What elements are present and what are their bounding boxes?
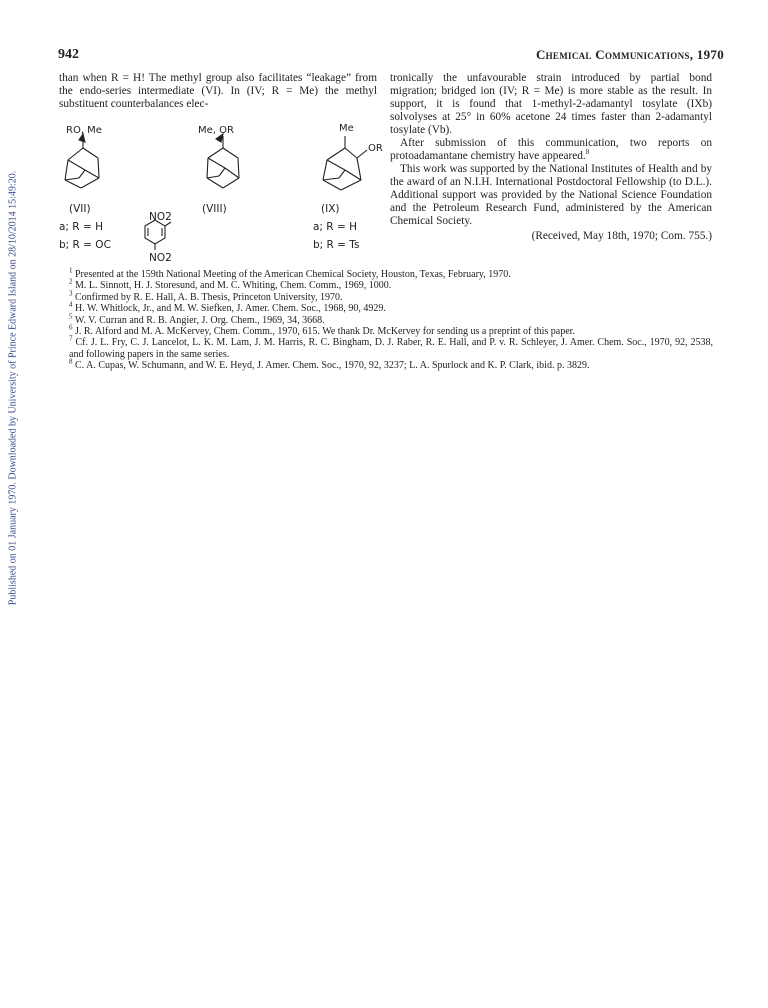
structure-vii-substituents: RO, Me (66, 125, 102, 136)
footnote-number: 3 (69, 289, 73, 298)
structure-viii-label: (VIII) (202, 203, 227, 215)
right-column (390, 72, 712, 243)
download-watermark-text: Published on 01 January 1970. Downloaded by University of Prince Edward Island on 28/10/2014 15:49:20. (7, 170, 19, 606)
structure-vii-label: (VII) (69, 203, 91, 215)
structure-ix-label: (IX) (321, 203, 340, 215)
page-number: 942 (58, 47, 79, 62)
structure-viii-cage (207, 134, 239, 188)
footnote-number: 8 (69, 357, 73, 366)
footnote-number: 5 (69, 312, 73, 321)
structure-vii-variant-a: a; R = H (59, 221, 103, 233)
left-column (59, 72, 377, 111)
footnote-text: H. W. Whitlock, Jr., and M. W. Siefken, J. Amer. Chem. Soc., 1968, 90, 4929. (75, 303, 386, 315)
footnote-text: J. R. Alford and M. A. McKervey, Chem. Comm., 1970, 615. We thank Dr. McKervey for sending us a preprint of this paper. (75, 326, 575, 338)
footnotes (59, 266, 714, 372)
footnote (59, 280, 713, 291)
structure-ix-cage (323, 136, 367, 190)
footnote-text: M. L. Sinnott, H. J. Storesund, and M. C. Whiting, Chem. Comm., 1969, 1000. (75, 280, 392, 292)
footnote (59, 357, 713, 372)
footnote-number: 4 (69, 300, 73, 309)
structure-ix-variant-b: b; R = Ts (313, 239, 360, 251)
footnote-text: Confirmed by R. E. Hall, A. B. Thesis, Princeton University, 1970. (75, 291, 343, 303)
received-date: (Received, May 18th, 1970; Com. 755.) (531, 230, 712, 242)
right-column-paragraph-3: This work was supported by the National Institutes of Health and by the award of an N.I.H. International Postdoctoral Fellowship (to D.L.). Additional support was provided by the National Science Foundation and the Petroleum Research Fund, administered by the American Chemical Society. (390, 163, 712, 227)
structures-figure (55, 118, 385, 270)
left-column-paragraph: than when R = H! The methyl group also facilitates “leakage” from the endo-series intermediate (VI). In (IV; R = Me) the methyl substituent counterbalances elec- (59, 72, 377, 110)
footnote-number: 7 (69, 335, 73, 344)
footnote (59, 289, 713, 303)
structure-vii-cage (65, 134, 99, 188)
footnote-number: 2 (69, 278, 73, 287)
structure-vii-variant-b: b; R = OC (59, 239, 111, 251)
nitro-group-top: NO2 (149, 211, 172, 223)
paragraph-2-text: After submission of this communication, two reports on protoadamantane chemistry have appeared. (390, 137, 712, 162)
reference-marker: 8 (585, 148, 590, 157)
right-column-paragraph-2 (390, 137, 712, 163)
footnote (59, 266, 713, 280)
structure-viii-substituents: Me, OR (198, 125, 234, 136)
nitrophenyl-ring (145, 220, 171, 250)
footnote-number: 6 (69, 323, 73, 332)
footnote-text: W. V. Curran and R. B. Angier, J. Org. Chem., 1969, 34, 3668. (74, 314, 325, 326)
footnote-text: C. A. Cupas, W. Schumann, and W. E. Heyd, J. Amer. Chem. Soc., 1970, 92, 3237; L. A. Spurlock and K. P. Clark, ibid. p. 3829. (75, 360, 590, 372)
footnote (59, 337, 713, 360)
right-column-paragraph-1: tronically the unfavourable strain introduced by partial bond migration; bridged ion (IV; R = Me) is more stable as the result. In support, it is found that 1-methyl-2-adamantyl tosylate (IXb) solvolyses at 25° in 60% acetone 24 times faster than 2-adamantyl tosylate (Vb). (390, 72, 712, 136)
footnote (59, 312, 713, 326)
structure-ix-methyl: Me (339, 123, 354, 134)
footnote (59, 300, 713, 315)
structure-ix-variant-a: a; R = H (313, 221, 357, 233)
footnote (59, 323, 713, 338)
footnote-number: 1 (69, 266, 73, 275)
journal-header: Chemical Communications, 1970 (535, 47, 724, 62)
footnote-text: Presented at the 159th National Meeting of the American Chemical Society, Houston, Texas, February, 1970. (75, 269, 511, 280)
nitro-group-bottom: NO2 (149, 252, 172, 264)
download-watermark (6, 136, 20, 641)
structure-ix-or: OR (368, 143, 383, 154)
footnote-text: Cf. J. L. Fry, C. J. Lancelot, L. K. M. Lam, J. M. Harris, R. C. Bingham, D. J. Raber, R. E. Hall, and P. v. R. Schleyer, J. Amer. Chem. Soc., 1970, 92, 2538, and following papers in the same series. (69, 337, 714, 360)
